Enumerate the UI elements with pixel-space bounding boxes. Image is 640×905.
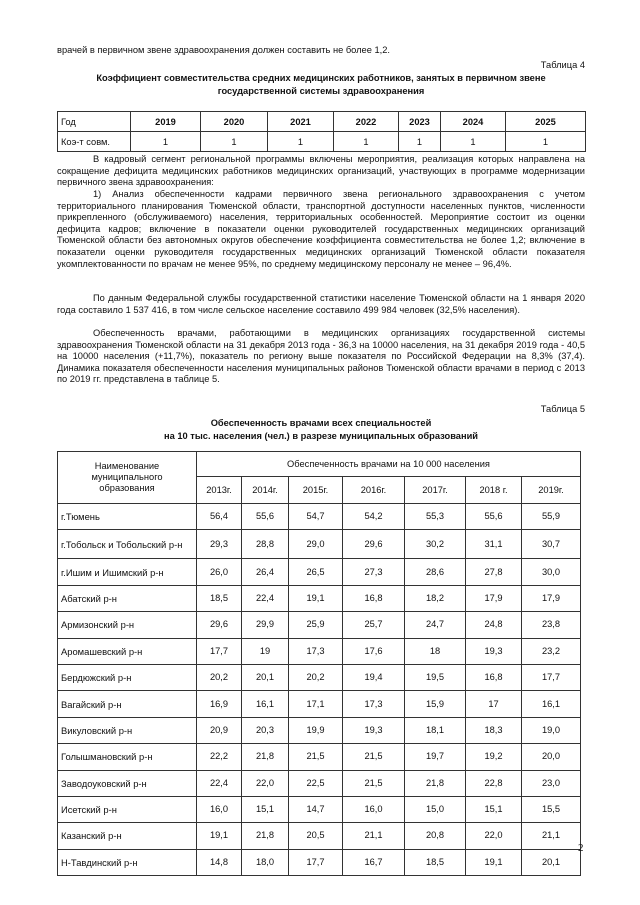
table5-row-name: Викуловский р-н xyxy=(58,717,197,743)
table4-header-cell: 2021 xyxy=(268,112,334,132)
table5-cell: 20,1 xyxy=(522,849,581,875)
table5-cell: 16,1 xyxy=(242,691,289,717)
table4-cell: 1 xyxy=(201,132,268,152)
table5-row-name: Исетский р-н xyxy=(58,796,197,822)
table5-row-name: г.Тобольск и Тобольский р-н xyxy=(58,530,197,559)
table5-year-header: 2016г. xyxy=(343,477,405,504)
table5-cell: 55,3 xyxy=(405,504,466,530)
table5-cell: 15,5 xyxy=(522,796,581,822)
table4-cell: Коэ-т совм. xyxy=(58,132,131,152)
table5-cell: 17,7 xyxy=(197,638,242,664)
table5-row-name: г.Ишим и Ишимский р-н xyxy=(58,559,197,585)
table5-title-line2: на 10 тыс. населения (чел.) в разрезе муниципальных образований xyxy=(163,431,479,441)
table5-cell: 55,6 xyxy=(242,504,289,530)
table5-cell: 21,8 xyxy=(242,823,289,849)
table5-cell: 54,7 xyxy=(289,504,343,530)
page-number: 2 xyxy=(578,842,584,854)
table5-cell: 19,3 xyxy=(466,638,522,664)
table5-cell: 26,0 xyxy=(197,559,242,585)
table5-cell: 21,1 xyxy=(343,823,405,849)
table5-label: Таблица 5 xyxy=(540,404,585,414)
table5-row xyxy=(58,664,581,690)
table5-row xyxy=(58,823,581,849)
table5-row xyxy=(58,849,581,875)
table5-row-name: Аромашевский р-н xyxy=(58,638,197,664)
table4-header-cell: 2023 xyxy=(399,112,441,132)
table5-cell: 16,1 xyxy=(522,691,581,717)
table5-cell: 20,3 xyxy=(242,717,289,743)
table5-cell: 17,3 xyxy=(289,638,343,664)
table5-cell: 24,7 xyxy=(405,612,466,638)
table4-row xyxy=(58,132,586,152)
table5-row xyxy=(58,744,581,770)
table5-cell: 19,3 xyxy=(343,717,405,743)
table5-cell: 23,0 xyxy=(522,770,581,796)
table5-cell: 28,6 xyxy=(405,559,466,585)
table5-row-name: Вагайский р-н xyxy=(58,691,197,717)
table5-cell: 29,6 xyxy=(197,612,242,638)
table5-cell: 29,0 xyxy=(289,530,343,559)
table5-cell: 19,4 xyxy=(343,664,405,690)
table5-cell: 22,0 xyxy=(242,770,289,796)
table5-cell: 17,7 xyxy=(522,664,581,690)
table4-cell: 1 xyxy=(268,132,334,152)
table4-cell: 1 xyxy=(506,132,586,152)
table5-cell: 20,0 xyxy=(522,744,581,770)
table5-cell: 15,1 xyxy=(466,796,522,822)
table5-cell: 26,5 xyxy=(289,559,343,585)
table5-cell: 22,8 xyxy=(466,770,522,796)
table5-cell: 25,9 xyxy=(289,612,343,638)
table5-cell: 55,9 xyxy=(522,504,581,530)
table5-cell: 28,8 xyxy=(242,530,289,559)
table5-row xyxy=(58,559,581,585)
table5-cell: 19,0 xyxy=(522,717,581,743)
paragraph: В кадровый сегмент региональной программы включены мероприятия, реализация которых направлена на сокращение дефицита медицинских работников медицинских организаций, участвующих в программе модернизации первичного звена здравоохранения: xyxy=(57,154,585,188)
table5-row-name: Голышмановский р-н xyxy=(58,744,197,770)
table5-cell: 30,2 xyxy=(405,530,466,559)
table4-cell: 1 xyxy=(131,132,201,152)
table4-title: Коэффициент совместительства средних медицинских работников, занятых в первичном звене государственной системы здравоохранения xyxy=(96,73,546,96)
table5-row-name: Казанский р-н xyxy=(58,823,197,849)
table5-row xyxy=(58,504,581,530)
table5-cell: 21,8 xyxy=(405,770,466,796)
table5-row xyxy=(58,796,581,822)
table4-header-cell: 2025 xyxy=(506,112,586,132)
table5-cell: 30,0 xyxy=(522,559,581,585)
table5-cell: 31,1 xyxy=(466,530,522,559)
table4-header-cell: 2022 xyxy=(334,112,399,132)
table5-cell: 18,5 xyxy=(197,585,242,611)
table5-cell: 22,4 xyxy=(197,770,242,796)
table5-cell: 19,9 xyxy=(289,717,343,743)
table5-cell: 22,2 xyxy=(197,744,242,770)
table5-cell: 20,2 xyxy=(197,664,242,690)
table5-cell: 54,2 xyxy=(343,504,405,530)
table5-cell: 20,2 xyxy=(289,664,343,690)
table5-group-header: Обеспеченность врачами на 10 000 населения xyxy=(197,452,581,477)
table5-cell: 19,2 xyxy=(466,744,522,770)
table5-row xyxy=(58,612,581,638)
table5-cell: 18,3 xyxy=(466,717,522,743)
table5 xyxy=(57,451,581,876)
table5-cell: 19,7 xyxy=(405,744,466,770)
paragraph: 1) Анализ обеспеченности кадрами первичного звена регионального здравоохранения с учетом территориального планирования Тюменской области, транспортной доступности населенных пунктов, численности прикрепленного (обслуживаемого) населения, территориальных особенностей. Мероприятие состоит из оценки дефицита кадров; включение в показатели оценки руководителей государственных медицинских организаций Тюменской области без автономных округов обеспечение коэффициента совместительства не более 1,2; включение в показатели оценки руководителя государственных медицинских организаций Тюменской области показателя укомплектованности по врачам не менее 95%, по среднему медицинскому персоналу не менее – 96,4%. xyxy=(57,189,585,269)
table5-cell: 20,9 xyxy=(197,717,242,743)
table5-cell: 19,1 xyxy=(197,823,242,849)
table5-cell: 22,0 xyxy=(466,823,522,849)
table4-header-cell: 2019 xyxy=(131,112,201,132)
table5-cell: 26,4 xyxy=(242,559,289,585)
table5-title-line1: Обеспеченность врачами всех специальностей xyxy=(210,418,432,428)
table5-cell: 15,1 xyxy=(242,796,289,822)
table5-row xyxy=(58,530,581,559)
table5-cell: 20,8 xyxy=(405,823,466,849)
table5-cell: 16,8 xyxy=(343,585,405,611)
table5-cell: 18 xyxy=(405,638,466,664)
table5-name-header: Наименование муниципального образования xyxy=(58,452,197,504)
table5-cell: 18,2 xyxy=(405,585,466,611)
table5-cell: 15,0 xyxy=(405,796,466,822)
table5-cell: 21,5 xyxy=(343,744,405,770)
table5-row-name: Армизонский р-н xyxy=(58,612,197,638)
table5-cell: 17,9 xyxy=(466,585,522,611)
table4-header-cell: 2024 xyxy=(441,112,506,132)
table5-cell: 21,5 xyxy=(289,744,343,770)
table5-cell: 22,4 xyxy=(242,585,289,611)
table5-row-name: Абатский р-н xyxy=(58,585,197,611)
table5-cell: 17 xyxy=(466,691,522,717)
table5-cell: 21,1 xyxy=(522,823,581,849)
table5-year-header: 2013г. xyxy=(197,477,242,504)
table5-year-header: 2017г. xyxy=(405,477,466,504)
table5-cell: 14,7 xyxy=(289,796,343,822)
table5-cell: 16,0 xyxy=(197,796,242,822)
table5-row xyxy=(58,691,581,717)
table5-cell: 20,1 xyxy=(242,664,289,690)
table4-header-cell: Год xyxy=(58,112,131,132)
table5-row xyxy=(58,770,581,796)
table5-cell: 21,8 xyxy=(242,744,289,770)
table5-cell: 15,9 xyxy=(405,691,466,717)
intro-line: врачей в первичном звене здравоохранения должен составить не более 1,2. xyxy=(57,45,390,55)
table5-cell: 29,6 xyxy=(343,530,405,559)
table4-cell: 1 xyxy=(399,132,441,152)
table5-cell: 16,0 xyxy=(343,796,405,822)
table4-label: Таблица 4 xyxy=(540,60,585,70)
table5-cell: 25,7 xyxy=(343,612,405,638)
table4-cell: 1 xyxy=(441,132,506,152)
table5-cell: 29,3 xyxy=(197,530,242,559)
table5-cell: 24,8 xyxy=(466,612,522,638)
table4-header-row xyxy=(58,112,586,132)
table5-cell: 16,9 xyxy=(197,691,242,717)
table5-cell: 27,8 xyxy=(466,559,522,585)
table5-year-header: 2015г. xyxy=(289,477,343,504)
table4-cell: 1 xyxy=(334,132,399,152)
table5-year-header: 2014г. xyxy=(242,477,289,504)
table5-cell: 16,8 xyxy=(466,664,522,690)
table5-cell: 19,5 xyxy=(405,664,466,690)
table5-cell: 29,9 xyxy=(242,612,289,638)
table5-cell: 19,1 xyxy=(466,849,522,875)
table5-cell: 17,3 xyxy=(343,691,405,717)
table5-cell: 27,3 xyxy=(343,559,405,585)
table5-cell: 19 xyxy=(242,638,289,664)
table5-cell: 14,8 xyxy=(197,849,242,875)
table5-row-name: г.Тюмень xyxy=(58,504,197,530)
table5-cell: 22,5 xyxy=(289,770,343,796)
table5-cell: 18,0 xyxy=(242,849,289,875)
table5-cell: 17,7 xyxy=(289,849,343,875)
table5-row xyxy=(58,717,581,743)
table5-cell: 20,5 xyxy=(289,823,343,849)
table5-cell: 18,5 xyxy=(405,849,466,875)
table5-row-name: Бердюжский р-н xyxy=(58,664,197,690)
table5-cell: 19,1 xyxy=(289,585,343,611)
table5-cell: 55,6 xyxy=(466,504,522,530)
table5-cell: 30,7 xyxy=(522,530,581,559)
table5-cell: 23,2 xyxy=(522,638,581,664)
table5-cell: 17,1 xyxy=(289,691,343,717)
table5-cell: 21,5 xyxy=(343,770,405,796)
paragraph: Обеспеченность врачами, работающими в медицинских организациях государственной системы здравоохранения Тюменской области на 31 декабря 2013 года - 36,3 на 10000 населения, на 31 декабря 2019 года - 40,5 на 10000 населения (+11,7%), показатель по региону выше показателя по Российской Федерации на 8,3% (37,4). Динамика показателя обеспеченности населения муниципальных районов Тюменской области врачами в период с 2013 по 2019 гг. представлена в таблице 5. xyxy=(57,328,585,385)
table5-header-row xyxy=(58,452,581,477)
table5-row-name: Н-Тавдинский р-н xyxy=(58,849,197,875)
paragraph: По данным Федеральной службы государственной статистики население Тюменской области на 1 января 2020 года составило 1 537 416, в том числе сельское население составило 499 984 человек (32,5% населения). xyxy=(57,293,585,315)
table5-year-header: 2018 г. xyxy=(466,477,522,504)
table5-cell: 16,7 xyxy=(343,849,405,875)
table5-cell: 17,6 xyxy=(343,638,405,664)
table5-cell: 18,1 xyxy=(405,717,466,743)
table5-year-header: 2019г. xyxy=(522,477,581,504)
table4 xyxy=(57,111,586,152)
table4-header-cell: 2020 xyxy=(201,112,268,132)
table5-row xyxy=(58,638,581,664)
table5-row xyxy=(58,585,581,611)
table5-row-name: Заводоуковский р-н xyxy=(58,770,197,796)
table5-cell: 17,9 xyxy=(522,585,581,611)
table5-cell: 23,8 xyxy=(522,612,581,638)
table5-cell: 56,4 xyxy=(197,504,242,530)
